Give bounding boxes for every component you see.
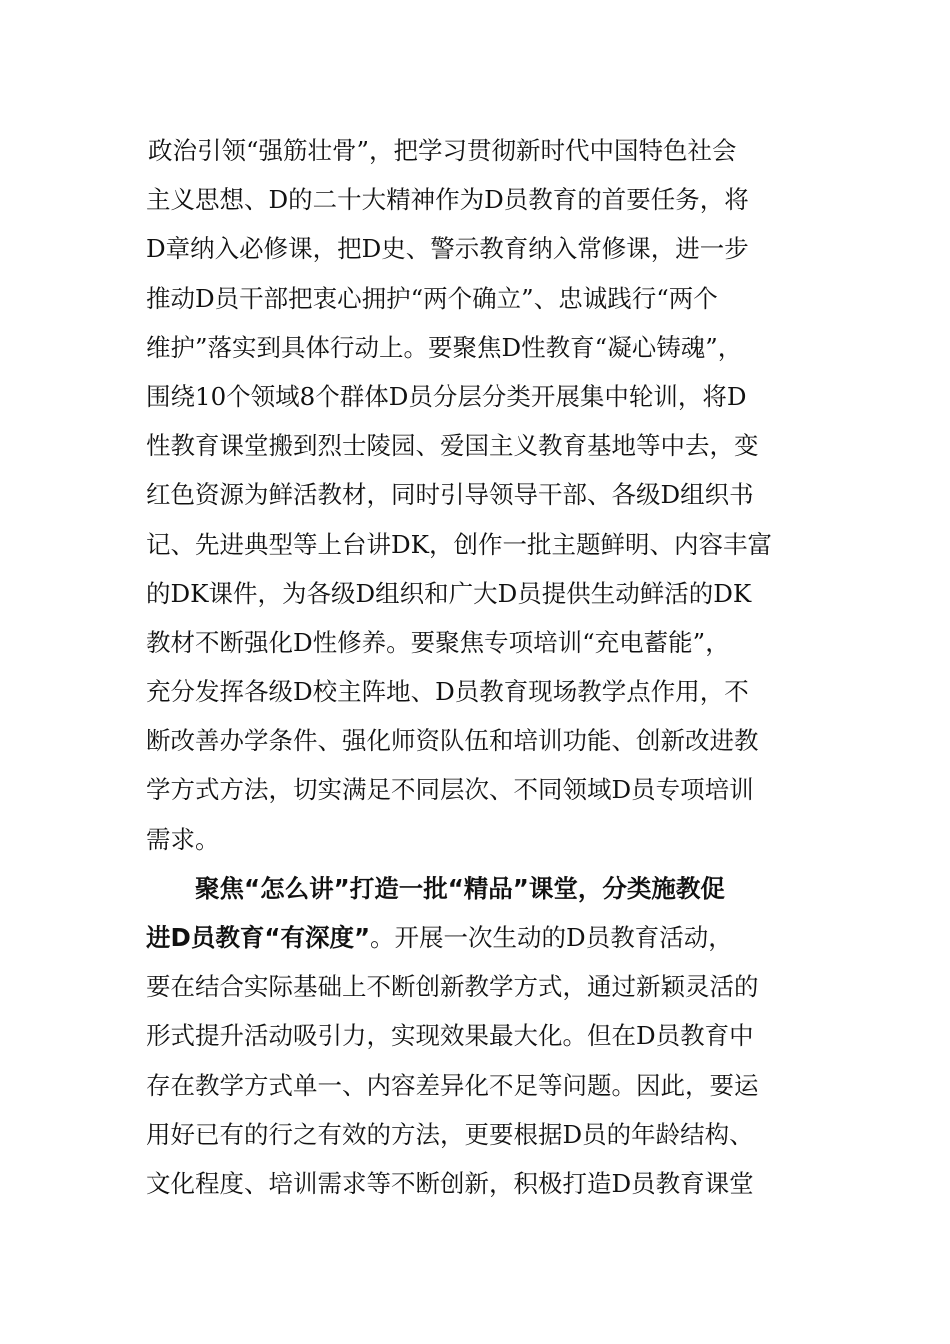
text-line: 主义思想、D的二十大精神作为D员教育的首要任务，将 bbox=[146, 185, 749, 215]
text-line: 政治引领“强筋壮骨”，把学习贯彻新时代中国特色社会 bbox=[148, 136, 737, 165]
text-line: 存在教学方式单一、内容差异化不足等问题。因此，要运 bbox=[146, 1070, 759, 1100]
text-line: 充分发挥各级D校主阵地、D员教育现场教学点作用，不 bbox=[146, 677, 749, 707]
text-line: 形式提升活动吸引力，实现效果最大化。但在D员教育中 bbox=[146, 1021, 754, 1051]
text-line: 断改善办学条件、强化师资队伍和培训功能、创新改进教 bbox=[146, 726, 759, 756]
text-line: 维护”落实到具体行动上。要聚焦D性教育“凝心铸魂”， bbox=[146, 332, 743, 362]
text-line: 记、先进典型等上台讲DK，创作一批主题鲜明、内容丰富 bbox=[146, 529, 772, 559]
text-line: 性教育课堂搬到烈士陵园、爱国主义教育基地等中去，变 bbox=[146, 431, 759, 461]
body-text bbox=[146, 126, 810, 1208]
text-line: 教材不断强化D性修养。要聚焦专项培训“充电蓄能”， bbox=[146, 627, 730, 657]
text-run: 。开展一次生动的D员教育活动， bbox=[370, 923, 733, 952]
text-line: 红色资源为鲜活教材，同时引导领导干部、各级D组织书 bbox=[146, 480, 754, 510]
text-line: 要在结合实际基础上不断创新教学方式，通过新颖灵活的 bbox=[146, 972, 759, 1002]
text-line: 的DK课件，为各级D组织和广大D员提供生动鲜活的DK bbox=[146, 578, 752, 608]
section-heading-tail: 进D员教育“有深度” bbox=[146, 923, 371, 952]
section-heading-line: 聚焦“怎么讲”打造一批“精品”课堂，分类施教促 bbox=[195, 873, 725, 903]
text-line: 需求。 bbox=[146, 824, 220, 854]
text-line: 推动D员干部把衷心拥护“两个确立”、忠诚践行“两个 bbox=[146, 283, 718, 313]
text-line bbox=[146, 913, 810, 962]
text-line: D章纳入必修课，把D史、警示教育纳入常修课，进一步 bbox=[146, 234, 749, 264]
text-line: 学方式方法，切实满足不同层次、不同领域D员专项培训 bbox=[146, 775, 754, 805]
text-line: 文化程度、培训需求等不断创新，积极打造D员教育课堂 bbox=[146, 1168, 754, 1198]
text-line: 围绕10个领域8个群体D员分层分类开展集中轮训，将D bbox=[146, 381, 747, 411]
text-line: 用好已有的行之有效的方法，更要根据D员的年龄结构、 bbox=[146, 1119, 754, 1149]
